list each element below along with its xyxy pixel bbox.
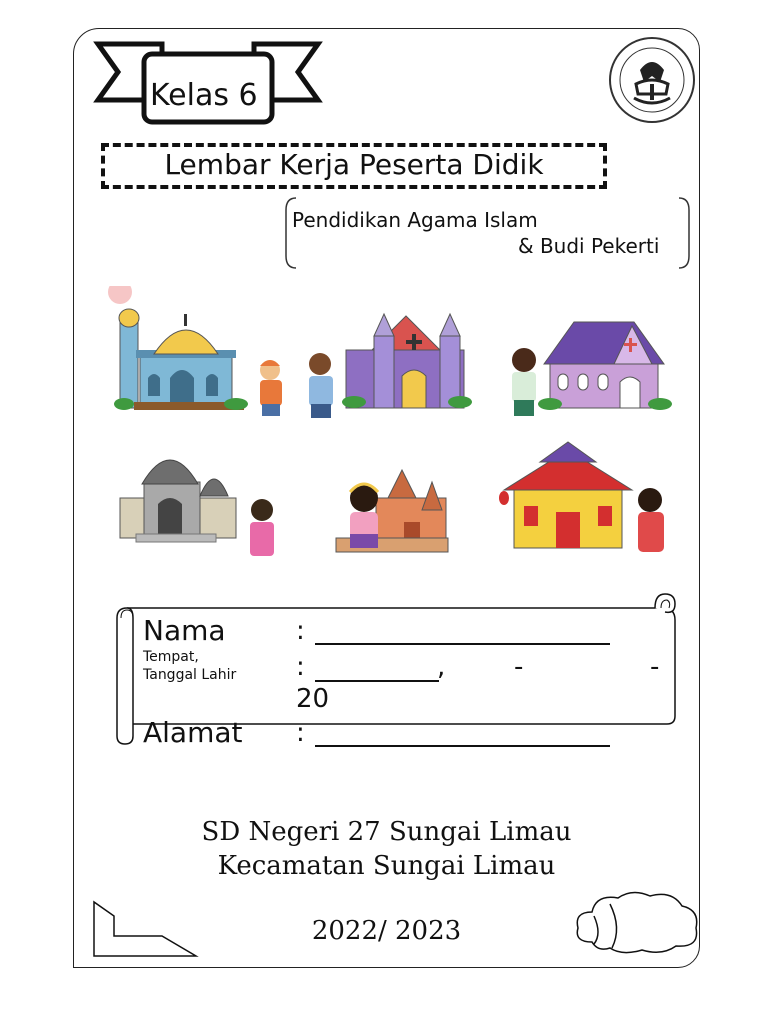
- corner-decoration: [92, 900, 202, 960]
- school-block: [73, 815, 700, 883]
- protestant-church-image: [538, 322, 672, 410]
- catholic-church-image: [342, 314, 472, 408]
- birth-label-line-1: Tempat,: [143, 649, 199, 665]
- birth-colon: :: [296, 652, 305, 682]
- worksheet-title: Lembar Kerja Peserta Didik: [164, 148, 544, 181]
- subject-line-2: & Budi Pekerti: [518, 234, 660, 258]
- girl-praying-figure: [250, 499, 274, 556]
- boy-muslim-figure: [260, 360, 282, 416]
- girl-confucian-figure: [638, 488, 664, 552]
- boy-praying-figure: [309, 353, 333, 418]
- mosque-image: [108, 286, 248, 410]
- academic-year: 2022/ 2023: [311, 916, 462, 946]
- date-dash-2: -: [650, 652, 660, 682]
- houses-of-worship-illustration: [104, 286, 674, 576]
- address-blank-line[interactable]: [315, 745, 610, 747]
- tut-wuri-handayani-logo: [606, 36, 698, 124]
- district-name: Kecamatan Sungai Limau: [217, 851, 556, 881]
- subject-line-1: Pendidikan Agama Islam: [292, 208, 538, 232]
- address-label: Alamat: [143, 716, 243, 749]
- birth-label-line-2: Tanggal Lahir: [143, 667, 237, 683]
- school-name: SD Negeri 27 Sungai Limau: [201, 817, 572, 847]
- name-label: Nama: [143, 614, 226, 647]
- cloud-decoration: [572, 888, 702, 958]
- buddhist-temple-image: [120, 460, 236, 542]
- birth-place-blank-line[interactable]: [315, 680, 439, 682]
- name-blank-line[interactable]: [315, 643, 610, 645]
- boy-praying-figure-2: [512, 348, 536, 416]
- class-label: Kelas 6: [150, 78, 258, 113]
- date-dash-1: -: [514, 652, 524, 682]
- year-prefix: 20: [296, 684, 330, 714]
- name-colon: :: [296, 616, 305, 646]
- birth-place-date-label: [143, 648, 236, 684]
- address-colon: :: [296, 718, 305, 748]
- girl-hindu-figure: [350, 484, 378, 548]
- chinese-temple-image: [499, 442, 632, 548]
- birth-comma: ,: [437, 652, 446, 682]
